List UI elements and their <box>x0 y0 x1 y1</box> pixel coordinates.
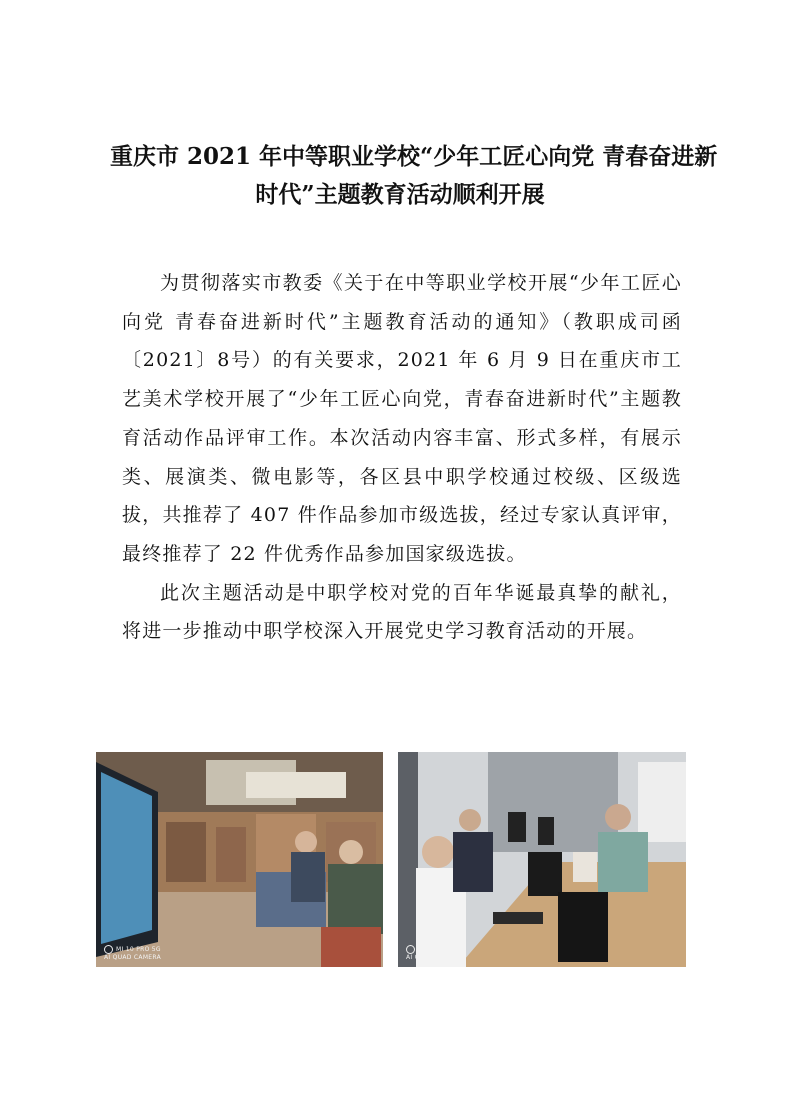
watermark-model: MI 10 PRO 5G <box>116 946 161 953</box>
photo-evaluation-room <box>96 752 383 967</box>
photo-computer-review-scene <box>398 752 686 967</box>
title-line-1: 重庆市 2021 年中等职业学校“少年工匠心向党 青春奋进新 <box>110 143 718 170</box>
camera-icon <box>406 945 415 954</box>
photo-evaluation-room-scene <box>96 752 383 967</box>
paragraph-2: 此次主题活动是中职学校对党的百年华诞最真挚的献礼，将进一步推动中职学校深入开展党史学习教育活动的开展。 <box>122 581 682 643</box>
watermark-camera: AI QUAD CAMERA <box>104 954 162 961</box>
document-body <box>122 264 682 651</box>
watermark-camera: AI QUAD CAMERA <box>406 954 464 961</box>
title-line-2: 时代”主题教育活动顺利开展 <box>255 181 545 208</box>
paragraph-1: 为贯彻落实市教委《关于在中等职业学校开展“少年工匠心向党 青春奋进新时代”主题教育活动的通知》（教职成司函〔2021〕8号）的有关要求，2021 年 6 月 9 日在重庆市工艺美术学校开展了“少年工匠心向党，青春奋进新时代”主题教育活动作品评审工作。本次活动内容丰富、形式多样，有展示类、展演类、微电影等，各区县中职学校通过校级、区级选拔，共推荐了 407 件作品参加市级选拔，经过专家认真评审，最终推荐了 22 件优秀作品参加国家级选拔。 <box>122 272 682 565</box>
camera-watermark <box>406 945 463 961</box>
camera-icon <box>104 945 113 954</box>
watermark-model: MI 10 PRO 5G <box>418 946 463 953</box>
camera-watermark <box>104 945 161 961</box>
photo-computer-review <box>398 752 686 967</box>
document-title <box>110 138 718 214</box>
